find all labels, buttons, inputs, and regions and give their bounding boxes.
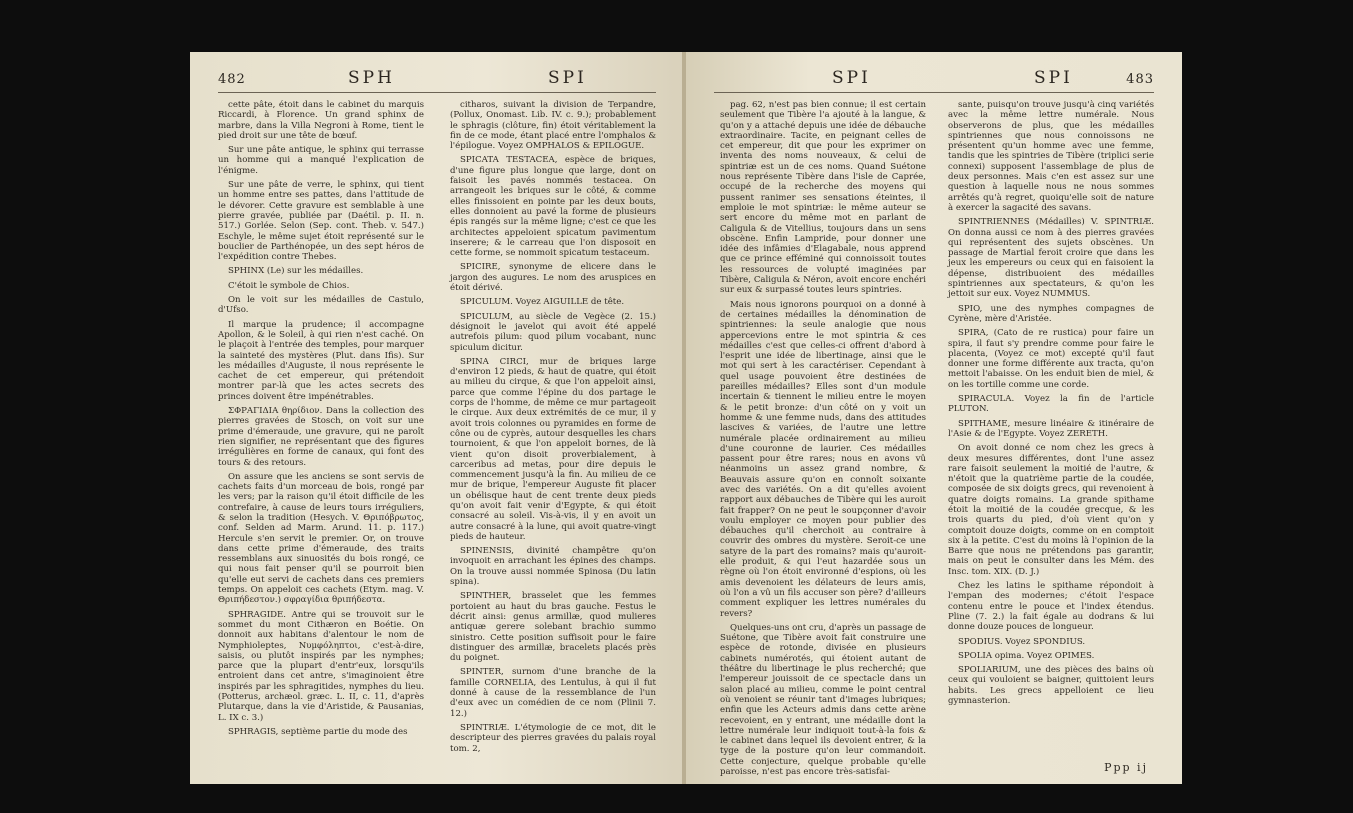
paragraph: SPINTER, surnom d'une branche de la famille CORNELIA, des Lentulus, à qui il fut donné à cause de la ressemblance de l'un d'eux avec un comédien de ce nom (Plinii 7. 12.) <box>450 667 656 719</box>
right-page <box>686 52 1182 784</box>
paragraph: C'étoit le symbole de Chios. <box>228 280 350 291</box>
paragraph: Sur une pâte antique, le sphinx qui terrasse un homme qui a manqué l'explication de l'énigme. <box>218 145 424 176</box>
paragraph: SPINTHER, brasselet que les femmes portoient au haut du bras gauche. Festus le décrit ainsi: genus armillæ, quod mulieres antiquæ gerere solebant brachio summo sinistro. Cette position suffisoit pour le faire distinguer des armillæ, bracelets placés près du poignet. <box>450 591 656 664</box>
paragraph: On avoit donné ce nom chez les grecs à deux mesures différentes, dont l'une assez rare faisoit seulement la moitié de l'autre, & n'étoit que la quatrième partie de la coudée, composée de six doigts grecs, qui revenoient à quatre doigts romains. La grande spithame étoit la moitié de la coudée grecque, & les trois quarts du pied, d'où vient qu'on y comptoit douze doigts, comme on en comptoit six à la petite. C'est du moins là l'opinion de la Barre que nous ne prétendons pas garantir, mais on peut le consulter dans les Mém. des Insc. tom. XIX. (D. J.) <box>948 443 1154 577</box>
printer-signature: Ppp ij <box>1104 761 1148 774</box>
paragraph: SPICATA TESTACEA, espèce de briques, d'une figure plus longue que large, dont on faisoit les pavés nommés testacea. On arrangeoit les briques sur le côté, & comme elles finissoient en pointe par les deux bouts, elles donnoient au pavé la forme de plusieurs épis rangés sur la même ligne; c'est ce que les architectes appeloient spicatum pavimentum inserere; & le carreau que l'on disposoit en cette forme, se nommoit spicatum testaceum. <box>450 155 656 259</box>
paragraph: Quelques-uns ont cru, d'après un passage de Suétone, que Tibère avoit fait construire une espèce de rotonde, divisée en plusieurs cabinets numérotés, qui étoient autant de théâtre du libertinage le plus recherché; que l'empereur jouissoit de ce spectacle dans un salon placé au milieu, comme le point central où venoient se réunir tant d'images lubriques; enfin que les Acteurs admis dans cette arène recevoient, en y entrant, une médaille dont la lettre numérale leur indiquoit tout-à-la fois & le cabinet dans lequel ils devoient entrer, & la tyge de la posture qu'on leur commandoit. Cette conjecture, quelque probable qu'elle paroisse, n'est pas encore très-satisfai- <box>720 622 926 777</box>
paragraph: Mais nous ignorons pourquoi on a donné à de certaines médailles la dénomination de spintriennes: la seule analogie que nous appercevions entre le mot spintria & ces médailles c'est que celles-ci offrent d'abord à l'esprit une idée de libertinage, ainsi que le mot qui sert à les caractériser. Cependant à quel usage pouvoient être destinées de pareilles médailles? Elles sont d'un module incertain & tiennent le milieu entre le moyen & le petit bronze: d'un côté on y voit un homme & une femme nuds, dans des attitudes lascives & variées, de l'autre une lettre numérale placée ordinairement au milieu d'une couronne de laurier. Ces médailles passent pour être rares; nous en avons vû néanmoins un assez grand nombre, & Beauvais assure qu'on en connoît soixante avec des variétés. On a dit qu'elles avoient rapport aux débauches de Tibère qui les auroit fait frapper? On ne peut le soupçonner d'avoir voulu employer ce moyen pour publier des débauches qu'il cherchoit au contraire à couvrir des ombres du mystère. Seroit-ce une satyre de la part des romains? mais qu'auroit-elle produit, & qui l'eut hazardée sous un règne où l'on étoit environné d'espions, où les amis devenoient les délateurs de leurs amis, où l'on a vû un fils accuser son père? d'ailleurs comment expliquer les lettres numérales du revers? <box>720 299 926 619</box>
paragraph: SPINTRIÆ. L'étymologie de ce mot, dit le descripteur des pierres gravées du palais royal tom. 2, <box>450 722 656 754</box>
column-1 <box>218 100 424 741</box>
paragraph: SPIRACULA. Voyez la fin de l'article PLUTON. <box>948 394 1154 415</box>
paragraph: SPITHAME, mesure linéaire & itinéraire de l'Asie & de l'Egypte. Voyez ZERETH. <box>948 418 1154 439</box>
headword-right: SPI <box>1034 68 1073 88</box>
head-rule <box>218 92 656 93</box>
paragraph: On le voit sur les médailles de Castulo, d'Ufso. <box>218 295 424 316</box>
paragraph: sante, puisqu'on trouve jusqu'à cinq variétés avec la même lettre numérale. Nous observerons de plus, que les médailles spintriennes que nous connoissons ne présentent qu'un homme avec une femme, tandis que les spintries de Tibère (triplici serie connexi) supposent l'assemblage de plus de deux personnes. Mais c'en est assez sur une question à laquelle nous ne nous sommes arrêtés qu'à regret, quoiqu'elle soit de nature à exercer la sagacité des savans. <box>948 100 1154 213</box>
paragraph: SPHRAGIDE. Antre qui se trouvoit sur le sommet du mont Cithæron en Boétie. On donnoit aux habitans d'alentour le nom de Nymphioleptes, Νυμφόληπτοι, c'est-à-dire, saisis, ou plutôt inspirés par les nymphes; parce que la plupart d'entr'eux, lorsqu'ils entroient dans cet antre, s'imaginoient être inspirés par les sphragitides, nymphes du lieu. (Potterus, archæol. græc. L. II, c. 11, d'après Plutarque, dans la vie d'Aristide, & Pausanias, L. IX c. 3.) <box>218 609 424 723</box>
paragraph: pag. 62, n'est pas bien connue; il est certain seulement que Tibère l'a ajouté à la langue, & qu'on y a attaché depuis une idée de débauche extraordinaire. Tacite, en peignant celles de cet empereur, dit que pour les exprimer on inventa des noms nouveaux, & celui de spintriæ est un de ces noms. Quand Suétone nous représente Tibère dans l'isle de Caprée, occupé de la recherche des moyens qui pussent ranimer ses sensations éteintes, il emploie le mot spintriæ: le même auteur se sert encore du même mot en parlant de Caligula & de Vitellius, toujours dans un sens obscène. Enfin Lampride, pour donner une idée des infâmies d'Elagabale, nous apprend que ce prince efféminé qui connoissoit toutes les ressources de volupté imaginées par Tibère, Caligula & Néron, avoit encore enchéri sur eux & surpassé toutes leurs spintries. <box>720 100 926 296</box>
column-1 <box>720 100 926 781</box>
paragraph: SPOLIA opima. Voyez OPIMES. <box>958 650 1095 661</box>
paragraph: Sur une pâte de verre, le sphinx, qui tient un homme entre ses pattes, dans l'attitude de le dévorer. Cette gravure est semblable à une pierre gravée, publiée par (Daétil. p. II. n. 517.) Gorlée. Selon (Sep. cont. Theb. v. 547.) Eschyle, le même sujet étoit représenté sur le bouclier de Parthénopée, un des sept héros de l'expédition contre Thebes. <box>218 180 424 263</box>
column-2 <box>450 100 656 758</box>
running-head-right <box>714 68 1154 90</box>
paragraph: SPINA CIRCI, mur de briques large d'environ 12 pieds, & haut de quatre, qui étoit au milieu du cirque, & que l'on appeloit ainsi, parce que comme l'épine du dos partage le corps de l'homme, de même ce mur partageoit le cirque. Aux deux extrémités de ce mur, il y avoit trois colonnes ou pyramides en forme de cône ou de cyprès, autour desquelles les chars tournoient, & que l'on appeloit bornes, de là vient qu'on disoit proverbialement, à carceribus ad metas, pour dire depuis le commencement jusqu'à la fin. Au milieu de ce mur de brique, l'empereur Auguste fit placer un obélisque haut de cent trente deux pieds qu'on avoit fait venir d'Egypte, & qui étoit consacré au soleil. Vis-à-vis, il y en avoit un autre consacré à la lune, qui avoit quatre-vingt pieds de hauteur. <box>450 356 656 542</box>
book-spread <box>190 52 1182 784</box>
paragraph: SPHINX (Le) sur les médailles. <box>228 266 364 277</box>
paragraph: SPINENSIS, divinité champêtre qu'on invoquoit en arrachant les épines des champs. On la trouve aussi nommée Spinosa (Du latin spina). <box>450 546 656 588</box>
left-page <box>190 52 684 784</box>
paragraph: citharos, suivant la division de Terpandre, (Pollux, Onomast. Lib. IV. c. 9.); probablement le sphragis (clôture, fin) étoit véritablement la fin de ce mode, étant placé entre l'omphalos & l'épilogue. Voyez OMPHALOS & EPILOGUE. <box>450 100 656 152</box>
paragraph: Chez les latins le spithame répondoit à l'empan des modernes; c'étoit l'espace contenu entre le pouce et l'index étendus. Pline (7. 2.) la fait égale au dodrans & lui donne douze pouces de longueur. <box>948 581 1154 633</box>
head-rule <box>714 92 1154 93</box>
page-number: 482 <box>218 72 246 87</box>
paragraph: On assure que les anciens se sont servis de cachets faits d'un morceau de bois, rongé par les vers; par la raison qu'il étoit difficile de les contrefaire, à cause de leurs tours irréguliers, & selon la tradition (Hesych. V. Θριπόβρωτος, conf. Selden ad Marm. Arund. 11. p. 117.) Hercule s'en servit le premier. Or, on trouve dans cette prime d'émeraude, des traits ressemblans aux sinuosités du bois rongé, ce qui nous fait penser qu'il se pourroit bien qu'elle eut servi de cachets dans ces premiers temps. On appeloit ces cachets (Etym. mag. V. Θριπήδεστον.) σφραγίδια θριπήδεστα. <box>218 471 424 606</box>
paragraph: ΣΦΡΑΓΙΔΙΑ θηρίδιον. Dans la collection des pierres gravées de Stosch, on voit sur une prime d'émeraude, une gravure, qui ne paroît rien signifier, ne représentant que des figures irrégulières en forme de canaux, qui font des tours & des retours. <box>218 406 424 468</box>
page-number: 483 <box>1126 72 1154 87</box>
paragraph: SPICULUM, au siècle de Vegèce (2. 15.) désignoit le javelot qui avoit été appelé autrefois pilum: quod pilum vocabant, nunc spiculum dicitur. <box>450 311 656 353</box>
headword-left: SPI <box>832 68 871 88</box>
paragraph: SPODIUS. Voyez SPONDIUS. <box>958 636 1086 647</box>
headword-right: SPI <box>548 68 587 88</box>
paragraph: SPICIRE, synonyme de elicere dans le jargon des augures. Le nom des aruspices en étoit dérivé. <box>450 262 656 294</box>
paragraph: SPHRAGIS, septième partie du mode des <box>228 726 408 737</box>
paragraph: SPIRA, (Cato de re rustica) pour faire un spira, il faut s'y prendre comme pour faire le placenta, (Voyez ce mot) excepté qu'il faut donner une forme différente aux tracta, qu'on mettoit l'abaisse. On les enduit bien de miel, & on les tortille comme une corde. <box>948 328 1154 390</box>
paragraph: cette pâte, étoit dans le cabinet du marquis Riccardi, à Florence. Un grand sphinx de marbre, dans la Villa Negroni à Rome, tient le pied droit sur une tête de bœuf. <box>218 100 424 141</box>
paragraph: Il marque la prudence; il accompagne Apollon, & le Soleil, à qui rien n'est caché. On le plaçoit à l'entrée des temples, pour marquer la sainteté des mystères (Plut. dans Ifis). Sur les médailles d'Auguste, il nous représente le cachet de cet empereur, qui prétendoit montrer par-là que les actes secrets des princes doivent être impénétrables. <box>218 319 424 402</box>
paragraph: SPOLIARIUM, une des pièces des bains où ceux qui vouloient se baigner, quittoient leurs habits. Les grecs appelloient ce lieu gymnasterion. <box>948 665 1154 707</box>
paragraph: SPIO, une des nymphes compagnes de Cyrène, mère d'Aristée. <box>948 303 1154 324</box>
column-2 <box>948 100 1154 710</box>
headword-left: SPH <box>348 68 395 88</box>
paragraph: SPICULUM. Voyez AIGUILLE de tête. <box>460 297 625 308</box>
running-head-left <box>218 68 656 90</box>
paragraph: SPINTRIENNES (Médailles) V. SPINTRIÆ. On donna aussi ce nom à des pierres gravées qui représentent des sujets obscènes. Un passage de Martial feroit croire que dans les jeux les empereurs ou ceux qui en faisoient la dépense, distribuoient des médailles spintriennes aux spectateurs, & qu'on les jettoit sur eux. Voyez NUMMUS. <box>948 217 1154 300</box>
